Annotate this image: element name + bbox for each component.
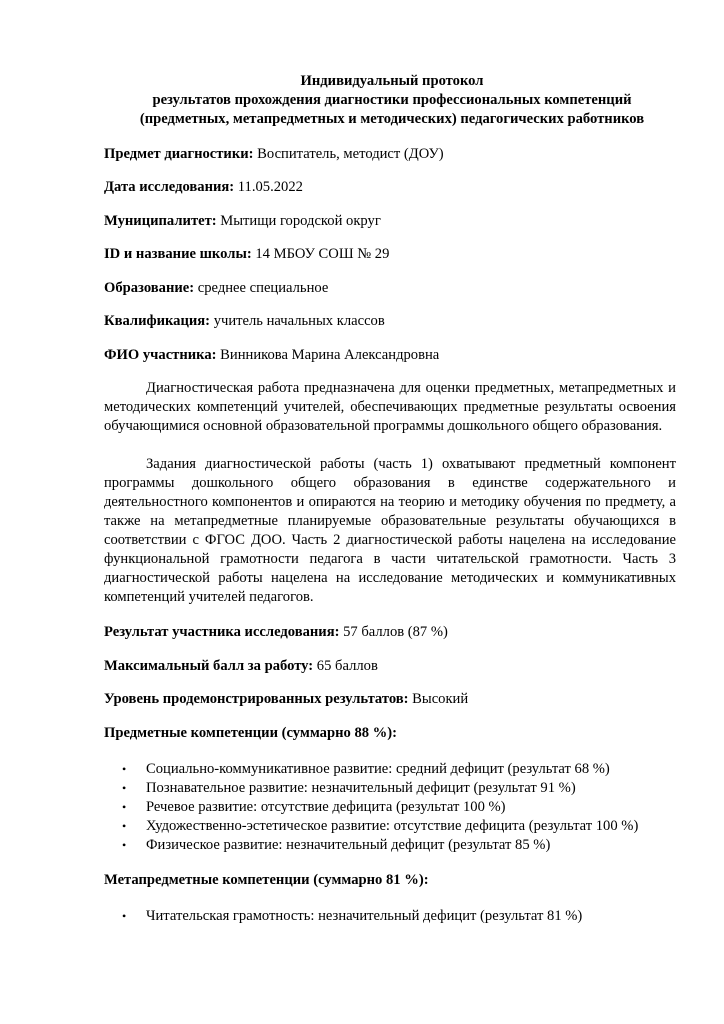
- result-level: [104, 690, 468, 709]
- field-qualification: [104, 312, 385, 331]
- result-score-label: Результат участника исследования:: [104, 624, 340, 640]
- meta-competencies-heading: Метапредметные компетенции (суммарно 81 %):: [104, 872, 429, 888]
- list-item-text: Познавательное развитие: незначительный дефицит (результат 91 %): [146, 780, 576, 796]
- result-level-label: Уровень продемонстрированных результатов:: [104, 691, 409, 707]
- result-max: [104, 657, 378, 676]
- meta-competencies-list: [104, 907, 582, 926]
- subject-competencies-list: [104, 760, 638, 855]
- bullet-icon: •: [122, 762, 127, 776]
- list-item-text: Читательская грамотность: незначительный дефицит (результат 81 %): [146, 908, 583, 924]
- field-subject-value: Воспитатель, методист (ДОУ): [253, 146, 444, 162]
- result-score: [104, 623, 448, 642]
- field-school-label: ID и название школы:: [104, 246, 252, 262]
- list-item: [104, 760, 638, 779]
- field-subject-label: Предмет диагностики:: [104, 146, 254, 162]
- list-item: [104, 798, 638, 817]
- field-date-value: 11.05.2022: [234, 179, 303, 195]
- result-level-value: Высокий: [408, 691, 469, 707]
- list-item: [104, 817, 638, 836]
- bullet-icon: •: [122, 819, 127, 833]
- result-max-label: Максимальный балл за работу:: [104, 658, 314, 674]
- field-date-label: Дата исследования:: [104, 179, 235, 195]
- list-item-text: Социально-коммуникативное развитие: средний дефицит (результат 68 %): [146, 761, 610, 777]
- field-participant-value: Винникова Марина Александровна: [216, 347, 440, 363]
- field-qualification-label: Квалификация:: [104, 313, 211, 329]
- field-municipality: [104, 212, 381, 231]
- title-line-1: Индивидуальный протокол: [300, 73, 484, 89]
- bullet-icon: •: [122, 838, 127, 852]
- document-title: [100, 72, 684, 129]
- list-item-text: Художественно-эстетическое развитие: отсутствие дефицита (результат 100 %): [146, 818, 639, 834]
- field-education-label: Образование:: [104, 280, 195, 296]
- bullet-icon: •: [122, 781, 127, 795]
- field-date: [104, 178, 303, 197]
- list-item: [104, 836, 638, 855]
- list-item: [104, 779, 638, 798]
- list-item: [104, 907, 582, 926]
- field-participant: [104, 346, 439, 365]
- bullet-icon: •: [122, 800, 127, 814]
- subject-competencies-heading: Предметные компетенции (суммарно 88 %):: [104, 725, 397, 741]
- field-school: [104, 245, 389, 264]
- field-education-value: среднее специальное: [194, 280, 329, 296]
- field-school-value: 14 МБОУ СОШ № 29: [251, 246, 390, 262]
- field-subject: [104, 145, 444, 164]
- field-municipality-value: Мытищи городской округ: [216, 213, 381, 229]
- title-line-2: результатов прохождения диагностики профессиональных компетенций: [152, 92, 632, 108]
- paragraph-tasks: Задания диагностической работы (часть 1) охватывают предметный компонент программы дошкольного общего образования в единстве содержательного и деятельностного компонентов и опираются на теорию и методику обучения по предмету, а также на метапредметные планируемые образовательные результаты обучающихся в соответствии с ФГОС ДОО. Часть 2 диагностической работы нацелена на исследование функциональной грамотности педагога в части читательской грамотности. Часть 3 диагностической работы нацелена на исследование методических и коммуникативных компетенций учителей педагогов.: [104, 456, 676, 605]
- list-item-text: Речевое развитие: отсутствие дефицита (результат 100 %): [146, 799, 506, 815]
- result-score-value: 57 баллов (87 %): [339, 624, 448, 640]
- field-qualification-value: учитель начальных классов: [210, 313, 385, 329]
- result-max-value: 65 баллов: [313, 658, 378, 674]
- field-participant-label: ФИО участника:: [104, 347, 217, 363]
- title-line-3: (предметных, метапредметных и методических) педагогических работников: [139, 111, 645, 127]
- bullet-icon: •: [122, 909, 127, 923]
- field-education: [104, 279, 328, 298]
- paragraph-purpose: Диагностическая работа предназначена для оценки предметных, метапредметных и методических компетенций учителей, обеспечивающих предметные результаты освоения обучающимися основной образовательной программы дошкольного общего образования.: [104, 380, 676, 434]
- list-item-text: Физическое развитие: незначительный дефицит (результат 85 %): [146, 837, 551, 853]
- field-municipality-label: Муниципалитет:: [104, 213, 217, 229]
